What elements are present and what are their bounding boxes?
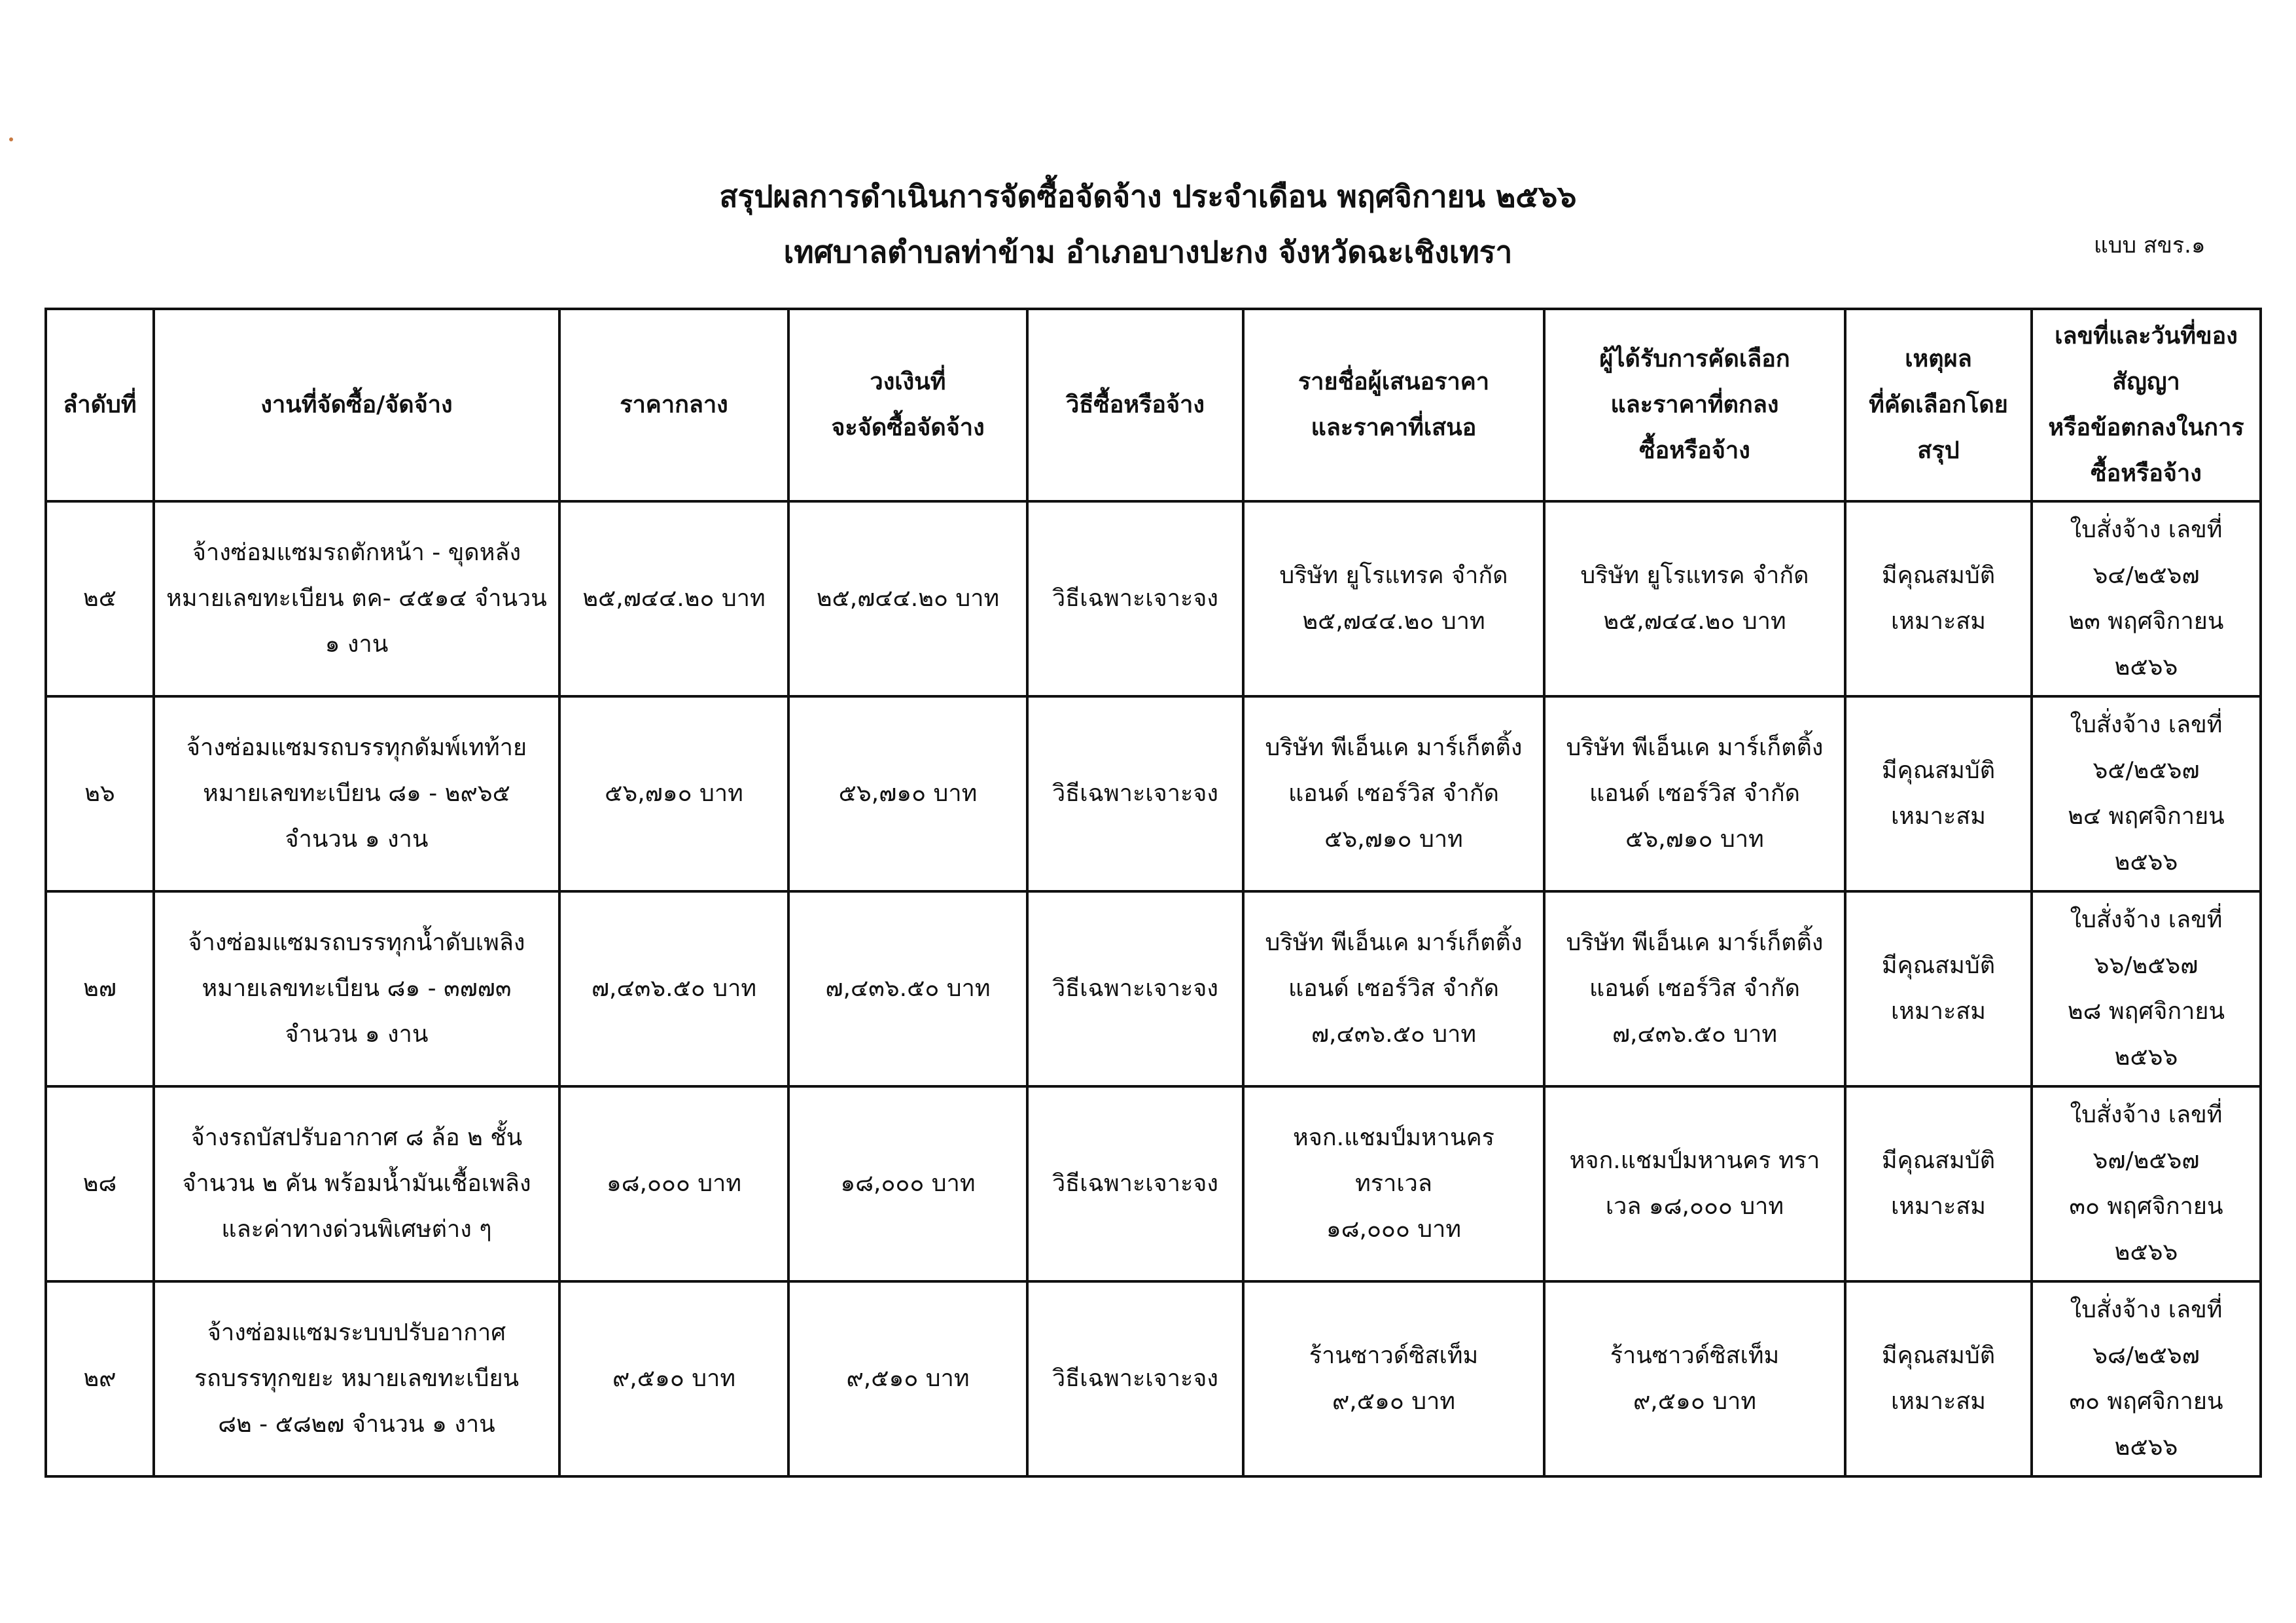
cell-budget: ๗,๔๓๖.๕๐ บาท [788, 891, 1027, 1086]
cell-budget: ๒๕,๗๔๔.๒๐ บาท [788, 501, 1027, 696]
column-header-work: งานที่จัดซื้อ/จัดจ้าง [154, 309, 559, 501]
cell-bidders: บริษัท พีเอ็นเค มาร์เก็ตติ้ง แอนด์ เซอร์วิส จำกัด ๗,๔๓๖.๕๐ บาท [1243, 891, 1544, 1086]
cell-no: ๒๗ [46, 891, 154, 1086]
cell-work: จ้างรถบัสปรับอากาศ ๘ ล้อ ๒ ชั้น จำนวน ๒ คัน พร้อมน้ำมันเชื้อเพลิง และค่าทางด่วนพิเศษต่าง ๆ [154, 1086, 559, 1281]
cell-contract: ใบสั่งจ้าง เลขที่ ๖๘/๒๕๖๗ ๓๐ พฤศจิกายน ๒๕๖๖ [2032, 1281, 2261, 1476]
cell-no: ๒๖ [46, 696, 154, 891]
cell-bidders: ร้านซาวด์ซิสเท็ม ๙,๕๑๐ บาท [1243, 1281, 1544, 1476]
table-row [46, 501, 2261, 696]
column-header-no: ลำดับที่ [46, 309, 154, 501]
table-row [46, 696, 2261, 891]
cell-work: จ้างซ่อมแซมรถบรรทุกดัมพ์เทท้าย หมายเลขทะเบียน ๘๑ - ๒๙๖๕ จำนวน ๑ งาน [154, 696, 559, 891]
cell-work: จ้างซ่อมแซมรถบรรทุกน้ำดับเพลิง หมายเลขทะเบียน ๘๑ - ๓๗๗๓ จำนวน ๑ งาน [154, 891, 559, 1086]
form-code: แบบ สขร.๑ [2094, 232, 2206, 259]
document-subtitle: เทศบาลตำบลท่าข้าม อำเภอบางปะกง จังหวัดฉะเชิงเทรา [783, 234, 1513, 270]
column-header-budget: วงเงินที่ จะจัดซื้อจัดจ้าง [788, 309, 1027, 501]
cell-median-price: ๑๘,๐๐๐ บาท [559, 1086, 788, 1281]
column-header-bidders: รายชื่อผู้เสนอราคา และราคาที่เสนอ [1243, 309, 1544, 501]
cell-winner: บริษัท พีเอ็นเค มาร์เก็ตติ้ง แอนด์ เซอร์วิส จำกัด ๕๖,๗๑๐ บาท [1544, 696, 1845, 891]
cell-median-price: ๕๖,๗๑๐ บาท [559, 696, 788, 891]
cell-bidders: บริษัท พีเอ็นเค มาร์เก็ตติ้ง แอนด์ เซอร์วิส จำกัด ๕๖,๗๑๐ บาท [1243, 696, 1544, 891]
cell-no: ๒๕ [46, 501, 154, 696]
procurement-table [44, 308, 2262, 1478]
cell-method: วิธีเฉพาะเจาะจง [1027, 891, 1243, 1086]
cell-median-price: ๗,๔๓๖.๕๐ บาท [559, 891, 788, 1086]
cell-method: วิธีเฉพาะเจาะจง [1027, 696, 1243, 891]
cell-reason: มีคุณสมบัติ เหมาะสม [1845, 501, 2032, 696]
cell-no: ๒๘ [46, 1086, 154, 1281]
cell-contract: ใบสั่งจ้าง เลขที่ ๖๔/๒๕๖๗ ๒๓ พฤศจิกายน ๒๕๖๖ [2032, 501, 2261, 696]
cell-budget: ๙,๕๑๐ บาท [788, 1281, 1027, 1476]
cell-budget: ๑๘,๐๐๐ บาท [788, 1086, 1027, 1281]
cell-reason: มีคุณสมบัติ เหมาะสม [1845, 1086, 2032, 1281]
cell-bidders: บริษัท ยูโรแทรค จำกัด ๒๕,๗๔๔.๒๐ บาท [1243, 501, 1544, 696]
scan-speck [9, 137, 13, 141]
cell-winner: หจก.แชมป์มหานคร ทรา เวล ๑๘,๐๐๐ บาท [1544, 1086, 1845, 1281]
cell-contract: ใบสั่งจ้าง เลขที่ ๖๕/๒๕๖๗ ๒๔ พฤศจิกายน ๒๕๖๖ [2032, 696, 2261, 891]
cell-reason: มีคุณสมบัติ เหมาะสม [1845, 1281, 2032, 1476]
table-header-row [46, 309, 2261, 501]
table-row [46, 1281, 2261, 1476]
table-row [46, 891, 2261, 1086]
document-title: สรุปผลการดำเนินการจัดซื้อจัดจ้าง ประจำเดือน พฤศจิกายน ๒๕๖๖ [719, 179, 1577, 214]
column-header-reason: เหตุผล ที่คัดเลือกโดย สรุป [1845, 309, 2032, 501]
cell-reason: มีคุณสมบัติ เหมาะสม [1845, 696, 2032, 891]
column-header-winner: ผู้ได้รับการคัดเลือก และราคาที่ตกลง ซื้อหรือจ้าง [1544, 309, 1845, 501]
cell-contract: ใบสั่งจ้าง เลขที่ ๖๖/๒๕๖๗ ๒๘ พฤศจิกายน ๒๕๖๖ [2032, 891, 2261, 1086]
cell-budget: ๕๖,๗๑๐ บาท [788, 696, 1027, 891]
table-row [46, 1086, 2261, 1281]
column-header-contract: เลขที่และวันที่ของ สัญญา หรือข้อตกลงในการ ซื้อหรือจ้าง [2032, 309, 2261, 501]
cell-winner: บริษัท พีเอ็นเค มาร์เก็ตติ้ง แอนด์ เซอร์วิส จำกัด ๗,๔๓๖.๕๐ บาท [1544, 891, 1845, 1086]
column-header-method: วิธีซื้อหรือจ้าง [1027, 309, 1243, 501]
cell-method: วิธีเฉพาะเจาะจง [1027, 1086, 1243, 1281]
cell-no: ๒๙ [46, 1281, 154, 1476]
column-header-median-price: ราคากลาง [559, 309, 788, 501]
cell-winner: บริษัท ยูโรแทรค จำกัด ๒๕,๗๔๔.๒๐ บาท [1544, 501, 1845, 696]
cell-median-price: ๒๕,๗๔๔.๒๐ บาท [559, 501, 788, 696]
cell-winner: ร้านซาวด์ซิสเท็ม ๙,๕๑๐ บาท [1544, 1281, 1845, 1476]
cell-work: จ้างซ่อมแซมระบบปรับอากาศ รถบรรทุกขยะ หมายเลขทะเบียน ๘๒ - ๕๘๒๗ จำนวน ๑ งาน [154, 1281, 559, 1476]
cell-reason: มีคุณสมบัติ เหมาะสม [1845, 891, 2032, 1086]
cell-contract: ใบสั่งจ้าง เลขที่ ๖๗/๒๕๖๗ ๓๐ พฤศจิกายน ๒๕๖๖ [2032, 1086, 2261, 1281]
cell-method: วิธีเฉพาะเจาะจง [1027, 1281, 1243, 1476]
cell-work: จ้างซ่อมแซมรถตักหน้า - ขุดหลัง หมายเลขทะเบียน ตค- ๔๕๑๔ จำนวน ๑ งาน [154, 501, 559, 696]
cell-method: วิธีเฉพาะเจาะจง [1027, 501, 1243, 696]
cell-bidders: หจก.แชมป์มหานคร ทราเวล ๑๘,๐๐๐ บาท [1243, 1086, 1544, 1281]
cell-median-price: ๙,๕๑๐ บาท [559, 1281, 788, 1476]
